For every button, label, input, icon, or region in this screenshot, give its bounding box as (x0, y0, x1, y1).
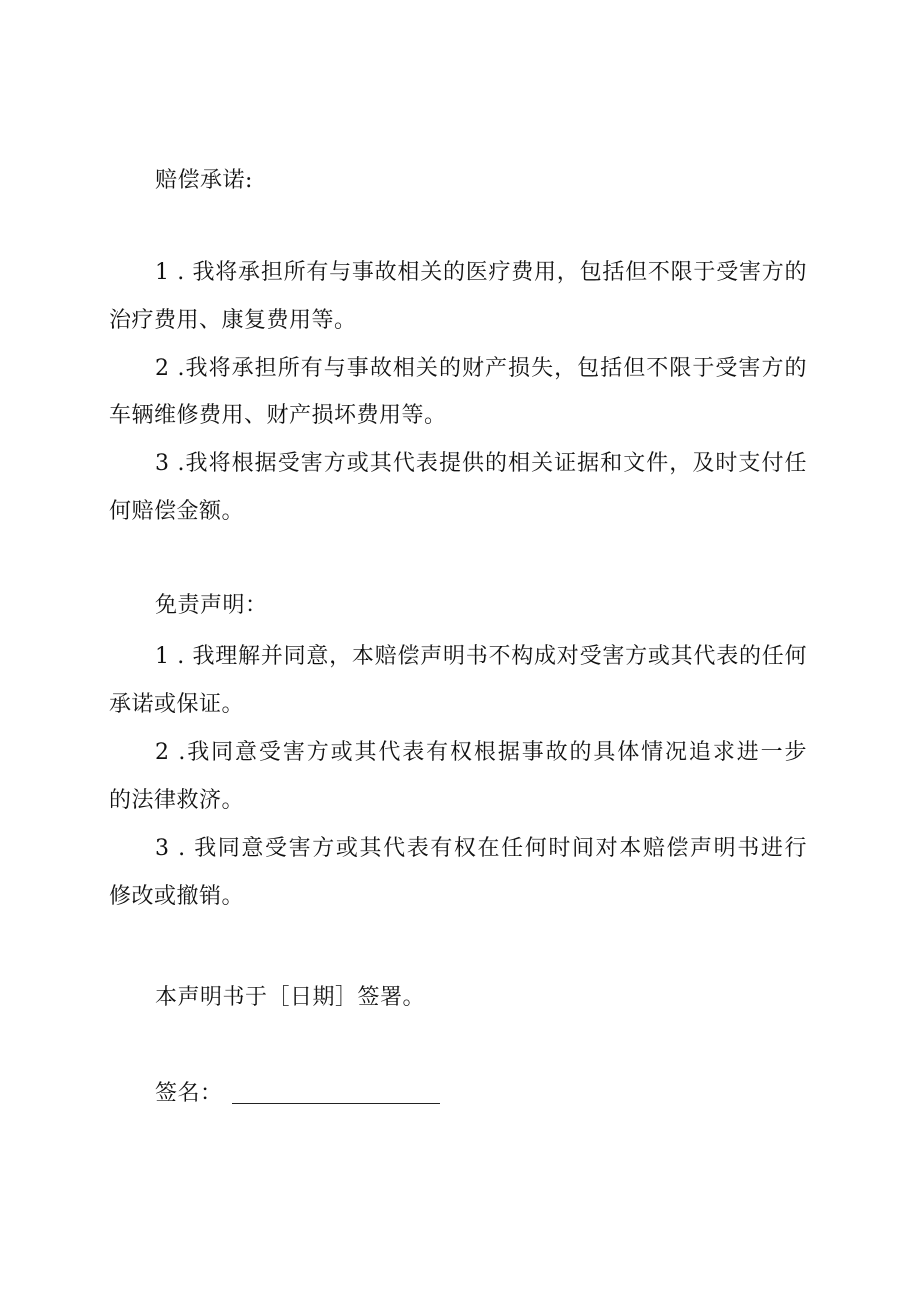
disclaimer-item-1-line-1: 1 . 我理解并同意，本赔偿声明书不构成对受害方或其代表的任何 (155, 644, 807, 669)
disclaimer-item-2-line-2: 的法律救济。 (109, 788, 245, 813)
closing-statement: 本声明书于［日期］签署。 (155, 985, 426, 1010)
section-heading-disclaimer: 免责声明： (155, 593, 268, 618)
section-heading-compensation: 赔偿承诺: (155, 168, 253, 193)
compensation-item-3-line-2: 何赔偿金额。 (109, 499, 245, 524)
compensation-item-1-line-2: 治疗费用、康复费用等。 (109, 308, 357, 333)
signature-row (155, 1079, 455, 1109)
disclaimer-item-3-line-1: 3 . 我同意受害方或其代表有权在任何时间对本赔偿声明书进行 (155, 836, 807, 861)
compensation-item-2-line-2: 车辆维修费用、财产损坏费用等。 (109, 403, 447, 428)
signature-line[interactable] (232, 1103, 440, 1104)
compensation-item-3-line-1: 3 .我将根据受害方或其代表提供的相关证据和文件，及时支付任 (155, 451, 807, 476)
disclaimer-item-1-line-2: 承诺或保证。 (109, 692, 245, 717)
disclaimer-item-3-line-2: 修改或撤销。 (109, 884, 245, 909)
compensation-item-1-line-1: 1 . 我将承担所有与事故相关的医疗费用，包括但不限于受害方的 (155, 260, 807, 285)
signature-label: 签名： (155, 1081, 223, 1106)
compensation-item-2-line-1: 2 .我将承担所有与事故相关的财产损失，包括但不限于受害方的 (155, 356, 807, 381)
disclaimer-item-2-line-1: 2 .我同意受害方或其代表有权根据事故的具体情况追求进一步 (155, 740, 807, 765)
